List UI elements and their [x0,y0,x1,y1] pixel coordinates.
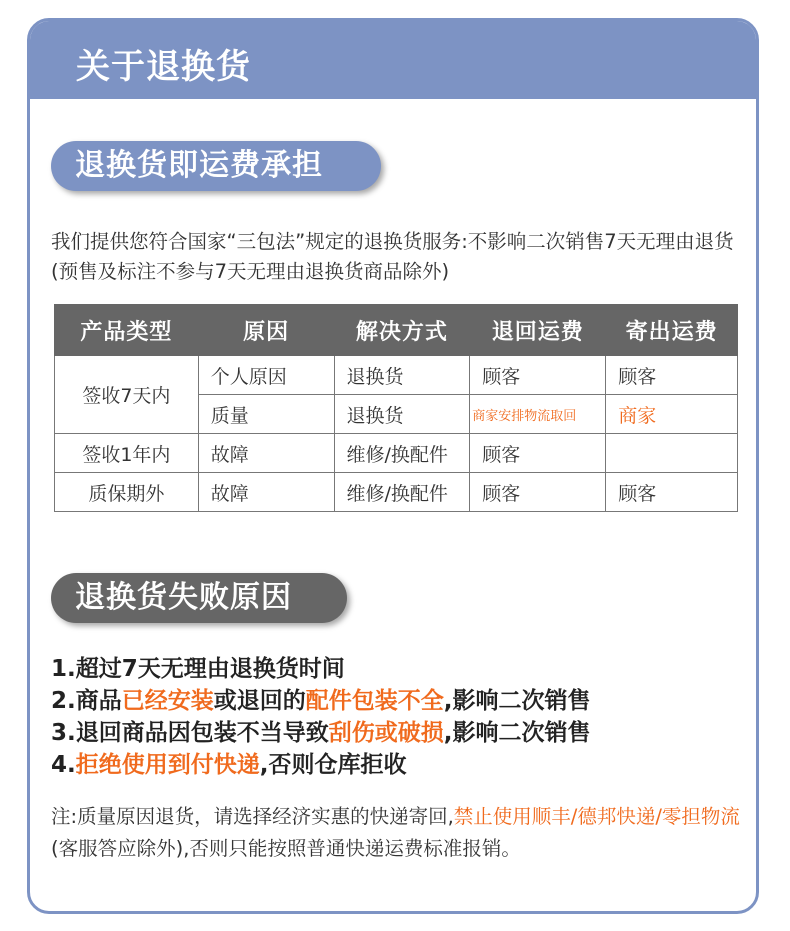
cell-type: 签收7天内 [55,356,199,434]
page-title: 关于退换货 [76,47,251,87]
reason-text: 2.商品 [51,688,122,714]
cell-send-fee: 顾客 [606,473,738,512]
section-title-fee: 退换货即运费承担 [51,141,381,191]
reason-text: ,否则仓库拒收 [259,752,407,778]
reason-text: ,影响二次销售 [443,688,591,714]
cell-type: 质保期外 [55,473,199,512]
cell-reason: 故障 [198,434,334,473]
cell-reason: 个人原因 [198,356,334,395]
cell-method: 维修/换配件 [334,473,470,512]
table-row [55,356,738,395]
cell-method: 退换货 [334,395,470,434]
list-item [51,653,751,685]
failure-reasons-list [51,653,751,781]
return-policy-table [54,304,738,512]
cell-method: 退换货 [334,356,470,395]
reason-text: 3.退回商品因包装不当导致 [51,720,329,746]
reason-text: 4. [51,752,76,778]
table-row [55,473,738,512]
reason-text: 或退回的 [213,688,306,714]
card-header [30,21,756,99]
cell-return-fee: 顾客 [470,434,606,473]
note-suffix: (客服答应除外),否则只能按照普通快递运费标准报销。 [51,837,521,860]
cell-send-fee: 商家 [606,395,738,434]
reason-highlight: 拒绝使用到付快递 [75,752,260,778]
cell-return-fee: 商家安排物流取回 [470,395,606,434]
reason-text: ,影响二次销售 [443,720,591,746]
section-title-failure: 退换货失败原因 [51,573,347,623]
shipping-note [51,801,751,865]
note-prefix: 注:质量原因退货，请选择经济实惠的快递寄回, [51,805,454,828]
col-header-send-fee: 寄出运费 [606,305,738,356]
cell-reason: 质量 [198,395,334,434]
cell-send-fee: 顾客 [606,356,738,395]
cell-reason: 故障 [198,473,334,512]
note-highlight: 禁止使用顺丰/德邦快递/零担物流 [453,805,740,828]
policy-intro: 我们提供您符合国家“三包法”规定的退换货服务:不影响二次销售7天无理由退货(预售及标注不参与7天无理由退换货商品除外) [51,230,734,283]
cell-return-fee: 顾客 [470,356,606,395]
reason-highlight: 已经安装 [121,688,214,714]
list-item [51,685,751,717]
reason-text: 1.超过7天无理由退换货时间 [51,656,345,682]
policy-card [27,18,759,914]
cell-send-fee [606,434,738,473]
list-item [51,749,751,781]
list-item [51,717,751,749]
reason-highlight: 刮伤或破损 [328,720,444,746]
cell-return-fee: 顾客 [470,473,606,512]
col-header-return-fee: 退回运费 [470,305,606,356]
col-header-reason: 原因 [198,305,334,356]
table-row [55,434,738,473]
reason-highlight: 配件包装不全 [305,688,444,714]
table-header-row [55,305,738,356]
col-header-type: 产品类型 [55,305,199,356]
cell-method: 维修/换配件 [334,434,470,473]
cell-type: 签收1年内 [55,434,199,473]
col-header-method: 解决方式 [334,305,470,356]
